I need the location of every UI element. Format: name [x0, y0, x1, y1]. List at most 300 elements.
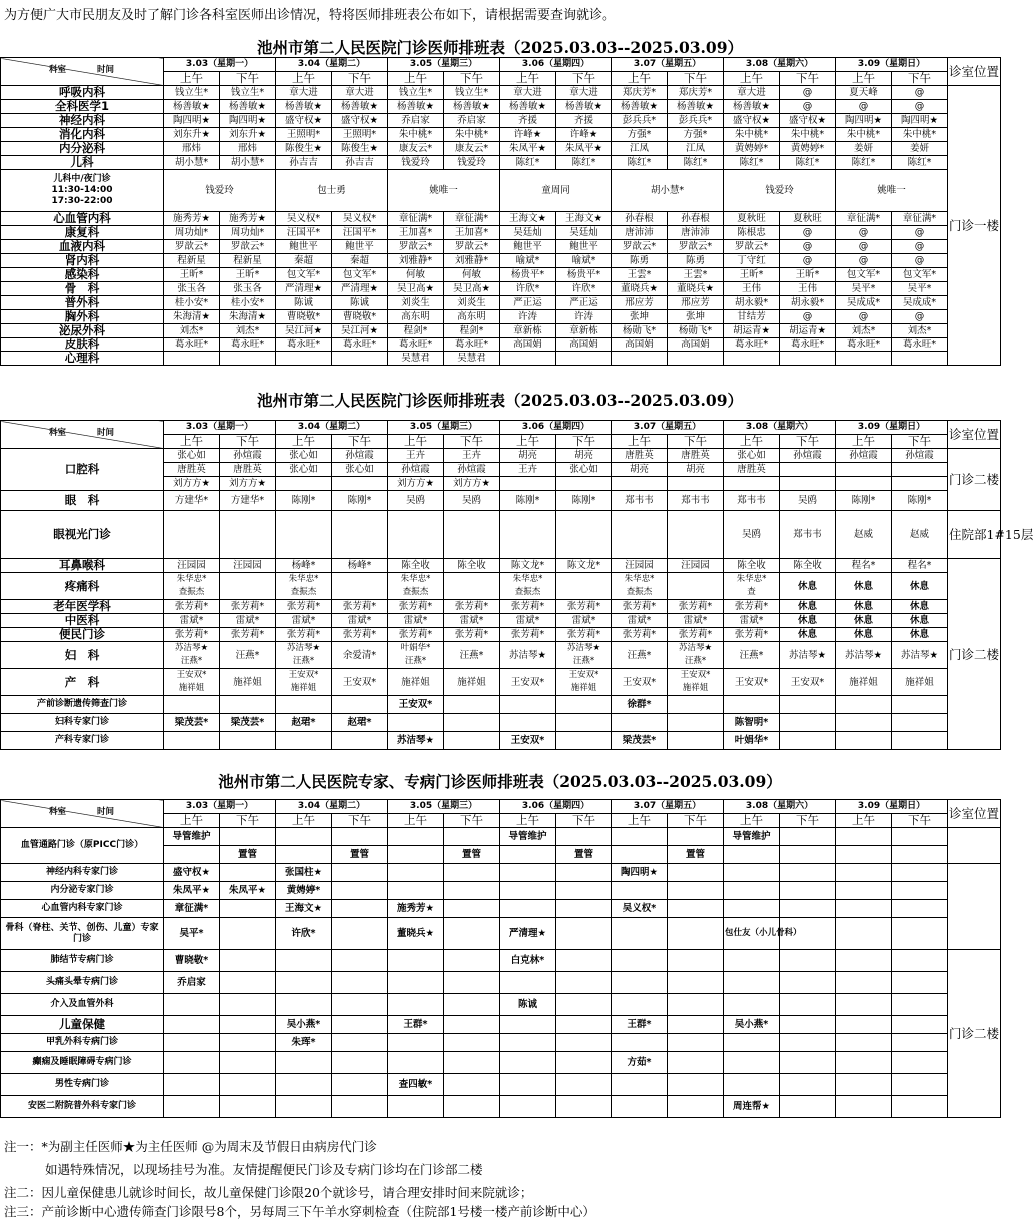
schedule-cell: 董晓兵★ [668, 282, 724, 296]
dept-name: 中医科 [1, 614, 164, 628]
schedule-cell: 陈全收 [724, 559, 780, 573]
schedule-cell: 桂小安* [220, 296, 276, 310]
schedule-cell: 邢炜 [220, 142, 276, 156]
schedule-cell: 苏洁琴★ [836, 642, 892, 669]
schedule-cell: 张芳莉* [500, 628, 556, 642]
schedule-cell: 章大进 [556, 86, 612, 100]
schedule-cell [220, 732, 276, 750]
schedule-cell [556, 732, 612, 750]
dept-name: 口腔科 [1, 449, 164, 491]
schedule-cell: 张玉各 [164, 282, 220, 296]
schedule-cell [500, 573, 556, 600]
schedule-cell-line: 查振杰 [402, 587, 429, 597]
schedule-cell [612, 994, 668, 1016]
schedule-cell: 王海文★ [556, 212, 612, 226]
schedule-cell: 刘炎生 [444, 296, 500, 310]
schedule-cell: 王安双* [388, 696, 444, 714]
schedule-cell [276, 1074, 332, 1096]
schedule-cell: 郑庆芳* [612, 86, 668, 100]
schedule-cell [668, 573, 724, 600]
day-header: 3.07（星期五） [612, 58, 724, 72]
pm-header: 下午 [556, 814, 612, 828]
schedule-cell [164, 573, 220, 600]
dept-hours: 11:30-14:00 [51, 185, 113, 195]
schedule-cell: 方强* [668, 128, 724, 142]
schedule-cell [332, 1034, 388, 1052]
dept-name: 心血管内科 [1, 212, 164, 226]
schedule-cell [164, 696, 220, 714]
schedule-cell: 周功灿* [220, 226, 276, 240]
pm-header: 下午 [556, 72, 612, 86]
schedule-cell: 汪燕* [724, 642, 780, 669]
schedule-cell: 赵威 [892, 511, 948, 559]
schedule-cell [276, 573, 332, 600]
schedule-cell: 郑韦韦 [612, 491, 668, 511]
schedule-cell [444, 1016, 500, 1034]
schedule-cell: 周功灿* [164, 226, 220, 240]
schedule-cell: 叶娟华* [724, 732, 780, 750]
schedule-cell [724, 696, 780, 714]
dept-name: 产前诊断遗传筛查门诊 [1, 696, 164, 714]
schedule-cell: @ [780, 100, 836, 114]
schedule-cell [388, 882, 444, 900]
location-header: 诊室位置 [948, 58, 1001, 86]
schedule-cell [444, 828, 500, 846]
schedule-cell: 陈刚* [556, 491, 612, 511]
schedule-cell [164, 669, 220, 696]
schedule-cell: 杨贵平* [500, 268, 556, 282]
schedule-cell [500, 511, 556, 559]
schedule-cell: 钱立生* [164, 86, 220, 100]
schedule-cell: 汪燕* [444, 642, 500, 669]
schedule-cell: 刘炎生 [388, 296, 444, 310]
schedule-cell-line: 查振杰 [290, 587, 317, 597]
schedule-cell: @ [836, 254, 892, 268]
schedule-cell: 唐沛沛 [612, 226, 668, 240]
schedule-cell: 张芳莉* [724, 628, 780, 642]
location-header: 诊室位置 [948, 421, 1001, 449]
schedule-cell [612, 846, 668, 864]
schedule-cell [892, 352, 948, 366]
schedule-cell: 胡运青★ [724, 324, 780, 338]
schedule-cell: 桂小安* [164, 296, 220, 310]
schedule-cell [892, 864, 948, 882]
section-1-title: 池州市第二人民医院门诊医师排班表（2025.03.03--2025.03.09） [256, 38, 743, 57]
schedule-cell [500, 1016, 556, 1034]
schedule-cell [556, 1096, 612, 1118]
schedule-table-1 [0, 57, 1001, 366]
pm-header: 下午 [332, 814, 388, 828]
day-header: 3.08（星期六） [724, 800, 836, 814]
schedule-cell: 喻斌* [556, 254, 612, 268]
schedule-cell [836, 864, 892, 882]
schedule-cell [556, 828, 612, 846]
schedule-cell: 盛守权★ [780, 114, 836, 128]
schedule-cell: 休息 [892, 614, 948, 628]
schedule-cell: 张心如 [332, 463, 388, 477]
schedule-cell: 朱中桃* [892, 128, 948, 142]
schedule-cell: 钱爱玲 [164, 170, 276, 212]
schedule-cell [332, 696, 388, 714]
schedule-cell: 张心如 [556, 463, 612, 477]
schedule-cell: 罗歆云* [724, 240, 780, 254]
room-location: 住院部1#15层 [948, 511, 1001, 559]
schedule-cell [556, 642, 612, 669]
schedule-cell: 朱中桃* [780, 128, 836, 142]
schedule-cell [388, 864, 444, 882]
schedule-cell [220, 900, 276, 918]
schedule-cell: 章大进 [724, 86, 780, 100]
schedule-cell: 姚唯一 [836, 170, 948, 212]
schedule-cell [724, 1034, 780, 1052]
schedule-cell: 王雲* [668, 268, 724, 282]
schedule-cell [724, 972, 780, 994]
pm-header: 下午 [668, 72, 724, 86]
corner-dept-label: 科室 [49, 65, 67, 75]
schedule-cell: 孙吉吉 [276, 156, 332, 170]
schedule-cell: 黄娉婷* [724, 142, 780, 156]
pm-header: 下午 [668, 435, 724, 449]
schedule-cell [556, 1074, 612, 1096]
room-location: 门诊二楼 [948, 950, 1001, 1118]
schedule-cell: 章征满* [444, 212, 500, 226]
schedule-cell [164, 1096, 220, 1118]
schedule-cell [668, 828, 724, 846]
schedule-cell [612, 918, 668, 950]
schedule-cell [724, 864, 780, 882]
schedule-cell [220, 950, 276, 972]
schedule-cell: 刘杰* [164, 324, 220, 338]
schedule-cell-line: 施祥姐 [682, 683, 709, 693]
pm-header: 下午 [332, 435, 388, 449]
day-header: 3.06（星期四） [500, 58, 612, 72]
schedule-cell [276, 669, 332, 696]
day-header: 3.09（星期日） [836, 800, 948, 814]
schedule-cell: 郑韦韦 [780, 511, 836, 559]
schedule-cell: 刘杰* [220, 324, 276, 338]
schedule-cell: 夏天峰 [836, 86, 892, 100]
schedule-cell: 王照明* [276, 128, 332, 142]
schedule-cell: 陈红* [780, 156, 836, 170]
dept-name: 甲乳外科专病门诊 [1, 1034, 164, 1052]
pm-header: 下午 [780, 814, 836, 828]
schedule-cell: 钱爱玲 [444, 156, 500, 170]
schedule-cell-line: 施祥姐 [570, 683, 597, 693]
schedule-cell: 汪园园 [164, 559, 220, 573]
schedule-cell: 丁守红 [724, 254, 780, 268]
schedule-cell: 置管 [556, 846, 612, 864]
corner-time-label: 时间 [97, 65, 115, 75]
schedule-cell: 苏洁琴★ [780, 642, 836, 669]
dept-label: 儿科中/夜门诊 [53, 174, 111, 184]
day-header: 3.03（星期一） [164, 421, 276, 435]
schedule-cell: 吴义权* [332, 212, 388, 226]
schedule-cell: 张心如 [276, 463, 332, 477]
schedule-cell: 吴成成* [892, 296, 948, 310]
schedule-cell: 何敏 [388, 268, 444, 282]
schedule-cell [836, 994, 892, 1016]
schedule-cell: 施秀芳★ [388, 900, 444, 918]
schedule-cell [612, 1096, 668, 1118]
schedule-cell [332, 972, 388, 994]
schedule-cell: 朱珲* [276, 1034, 332, 1052]
dept-name: 康复科 [1, 226, 164, 240]
schedule-cell: 唐胜英 [668, 449, 724, 463]
schedule-cell: 张芳莉* [332, 600, 388, 614]
schedule-cell: 杨勋飞* [668, 324, 724, 338]
schedule-cell [332, 828, 388, 846]
schedule-cell [780, 846, 836, 864]
schedule-cell: 休息 [892, 628, 948, 642]
schedule-cell: 朱中桃* [444, 128, 500, 142]
schedule-cell: 胡亮 [668, 463, 724, 477]
schedule-cell: 汪国平* [332, 226, 388, 240]
schedule-cell: 张芳莉* [444, 600, 500, 614]
schedule-cell: 休息 [836, 573, 892, 600]
schedule-cell: 张芳莉* [668, 600, 724, 614]
schedule-cell [668, 511, 724, 559]
am-header: 上午 [724, 814, 780, 828]
schedule-cell: 陶四明★ [220, 114, 276, 128]
schedule-cell-line: 朱华忠* [288, 574, 319, 584]
schedule-cell [556, 950, 612, 972]
schedule-cell: 曹晓敬* [276, 310, 332, 324]
schedule-cell [500, 900, 556, 918]
schedule-cell: 章征满* [388, 212, 444, 226]
schedule-cell: 葛永旺* [892, 338, 948, 352]
schedule-cell: 杨善敏★ [332, 100, 388, 114]
schedule-cell [780, 864, 836, 882]
schedule-cell: 杨善敏★ [556, 100, 612, 114]
schedule-cell: 邢应芳 [668, 296, 724, 310]
schedule-cell-line: 苏洁琴★ [174, 643, 209, 653]
schedule-cell-line: 查振杰 [626, 587, 653, 597]
corner-time-label: 时间 [97, 428, 115, 438]
day-header: 3.05（星期三） [388, 421, 500, 435]
schedule-cell: @ [836, 310, 892, 324]
schedule-cell [332, 573, 388, 600]
schedule-cell: 朱海清★ [164, 310, 220, 324]
schedule-cell: 何敏 [444, 268, 500, 282]
schedule-cell-line: 查振杰 [178, 587, 205, 597]
schedule-cell: 施祥姐 [892, 669, 948, 696]
schedule-cell: 吴鸥 [388, 491, 444, 511]
schedule-cell [668, 669, 724, 696]
schedule-cell [612, 828, 668, 846]
schedule-cell [724, 900, 780, 918]
schedule-cell [724, 1074, 780, 1096]
schedule-cell [164, 642, 220, 669]
schedule-cell: 张芳莉* [612, 628, 668, 642]
schedule-cell: 喻斌* [500, 254, 556, 268]
dept-name: 神经内科 [1, 114, 164, 128]
schedule-cell: @ [780, 310, 836, 324]
schedule-cell: 钱立生* [388, 86, 444, 100]
schedule-cell: 孙煊霞 [836, 449, 892, 463]
schedule-cell: 陈刚* [500, 491, 556, 511]
schedule-cell [668, 352, 724, 366]
section-3-title: 池州市第二人民医院专家、专病门诊医师排班表（2025.03.03--2025.03.09） [218, 772, 782, 791]
schedule-cell: 秦超 [332, 254, 388, 268]
schedule-cell: 朱凤平★ [220, 882, 276, 900]
dept-name: 全科医学1 [1, 100, 164, 114]
schedule-cell [220, 1096, 276, 1118]
schedule-cell: 陶四明★ [892, 114, 948, 128]
schedule-cell [220, 1074, 276, 1096]
schedule-cell [164, 994, 220, 1016]
schedule-cell: 吴平* [892, 282, 948, 296]
schedule-cell: 雷斌* [724, 614, 780, 628]
schedule-cell [724, 1052, 780, 1074]
schedule-cell: 杨善敏★ [500, 100, 556, 114]
schedule-cell: 方建华* [164, 491, 220, 511]
schedule-cell: 王卉 [388, 449, 444, 463]
schedule-cell: 齐援 [556, 114, 612, 128]
schedule-cell [836, 846, 892, 864]
dept-name: 胸外科 [1, 310, 164, 324]
schedule-cell: 黄娉婷* [276, 882, 332, 900]
schedule-cell [332, 918, 388, 950]
schedule-cell: 赵珺* [276, 714, 332, 732]
schedule-cell [780, 477, 836, 491]
schedule-cell: 雷斌* [276, 614, 332, 628]
schedule-cell: 陶四明★ [612, 864, 668, 882]
dept-name: 眼 科 [1, 491, 164, 511]
corner-dept-label: 科室 [49, 428, 67, 438]
schedule-cell: 朱中桃* [724, 128, 780, 142]
schedule-cell: 罗歆云* [388, 240, 444, 254]
schedule-cell: 吴鸥 [724, 511, 780, 559]
schedule-cell [724, 573, 780, 600]
schedule-cell: 葛永旺* [836, 338, 892, 352]
schedule-cell [164, 1052, 220, 1074]
schedule-cell: 孙煊霞 [892, 449, 948, 463]
schedule-cell: 张心如 [164, 449, 220, 463]
dept-name: 眼视光门诊 [1, 511, 164, 559]
schedule-cell: 陈诚 [276, 296, 332, 310]
schedule-cell: 章新栋 [500, 324, 556, 338]
schedule-cell [556, 511, 612, 559]
schedule-cell [444, 864, 500, 882]
schedule-cell [836, 900, 892, 918]
schedule-cell [780, 882, 836, 900]
schedule-cell [332, 900, 388, 918]
schedule-cell: 唐沛沛 [668, 226, 724, 240]
schedule-cell [500, 477, 556, 491]
schedule-cell [276, 642, 332, 669]
schedule-cell [668, 950, 724, 972]
schedule-cell: 钱爱玲 [388, 156, 444, 170]
schedule-cell: 吴慧君 [388, 352, 444, 366]
schedule-cell: @ [892, 254, 948, 268]
schedule-cell [220, 352, 276, 366]
day-header: 3.03（星期一） [164, 800, 276, 814]
schedule-cell: 钱立生* [220, 86, 276, 100]
day-header: 3.04（星期二） [276, 58, 388, 72]
schedule-cell [612, 972, 668, 994]
schedule-cell: 胡小慧* [612, 170, 724, 212]
schedule-cell [444, 573, 500, 600]
pm-header: 下午 [556, 435, 612, 449]
schedule-cell [500, 1096, 556, 1118]
schedule-cell: 王安双* [780, 669, 836, 696]
pm-header: 下午 [332, 72, 388, 86]
schedule-cell: 康友云* [444, 142, 500, 156]
schedule-cell [780, 352, 836, 366]
schedule-cell [220, 1052, 276, 1074]
dept-name: 肾内科 [1, 254, 164, 268]
schedule-cell: 彭兵兵* [612, 114, 668, 128]
schedule-cell [276, 511, 332, 559]
schedule-cell [164, 846, 220, 864]
am-header: 上午 [612, 814, 668, 828]
am-header: 上午 [276, 72, 332, 86]
schedule-cell-line: 王安双* [568, 670, 599, 680]
schedule-cell [556, 669, 612, 696]
schedule-cell: 刘雅静* [388, 254, 444, 268]
schedule-cell: 张芳莉* [388, 600, 444, 614]
dept-name: 耳鼻喉科 [1, 559, 164, 573]
schedule-cell-line: 朱华忠* [736, 574, 767, 584]
am-header: 上午 [276, 814, 332, 828]
schedule-cell: 陈刚* [332, 491, 388, 511]
schedule-cell [780, 994, 836, 1016]
schedule-cell: @ [780, 86, 836, 100]
schedule-cell: 夏秋旺 [780, 212, 836, 226]
schedule-cell: 王卉 [444, 449, 500, 463]
schedule-cell: 朱凤平★ [500, 142, 556, 156]
schedule-cell [724, 882, 780, 900]
schedule-cell [836, 1096, 892, 1118]
schedule-cell [836, 972, 892, 994]
pm-header: 下午 [444, 72, 500, 86]
schedule-cell: 王昕* [164, 268, 220, 282]
schedule-cell: 陈根忠 [724, 226, 780, 240]
schedule-cell: @ [780, 254, 836, 268]
schedule-cell: 休息 [780, 628, 836, 642]
schedule-cell: 程名* [836, 559, 892, 573]
schedule-cell: @ [780, 226, 836, 240]
room-location: 门诊二楼 [948, 449, 1001, 511]
schedule-cell [276, 1052, 332, 1074]
schedule-cell: @ [892, 226, 948, 240]
schedule-cell: 罗歆云* [668, 240, 724, 254]
schedule-cell [836, 732, 892, 750]
schedule-cell [220, 918, 276, 950]
schedule-cell [892, 1074, 948, 1096]
schedule-cell: 胡亮 [500, 449, 556, 463]
schedule-cell: 王安双* [500, 669, 556, 696]
schedule-cell: 董晓兵★ [388, 918, 444, 950]
schedule-cell: 王照明* [332, 128, 388, 142]
schedule-cell: 甘结芳 [724, 310, 780, 324]
schedule-cell [668, 882, 724, 900]
schedule-cell [164, 511, 220, 559]
schedule-cell: 葛永旺* [444, 338, 500, 352]
schedule-cell: 休息 [836, 614, 892, 628]
dept-name: 心理科 [1, 352, 164, 366]
schedule-cell: 杨善敏★ [220, 100, 276, 114]
schedule-cell: 王海文★ [276, 900, 332, 918]
schedule-cell [500, 1052, 556, 1074]
schedule-cell [164, 1074, 220, 1096]
schedule-cell: 乔启家 [164, 972, 220, 994]
schedule-cell-line: 汪燕* [404, 656, 427, 666]
schedule-cell: 张心如 [724, 449, 780, 463]
schedule-cell: 杨峰* [276, 559, 332, 573]
schedule-cell [836, 882, 892, 900]
schedule-cell: 包文军* [332, 268, 388, 282]
